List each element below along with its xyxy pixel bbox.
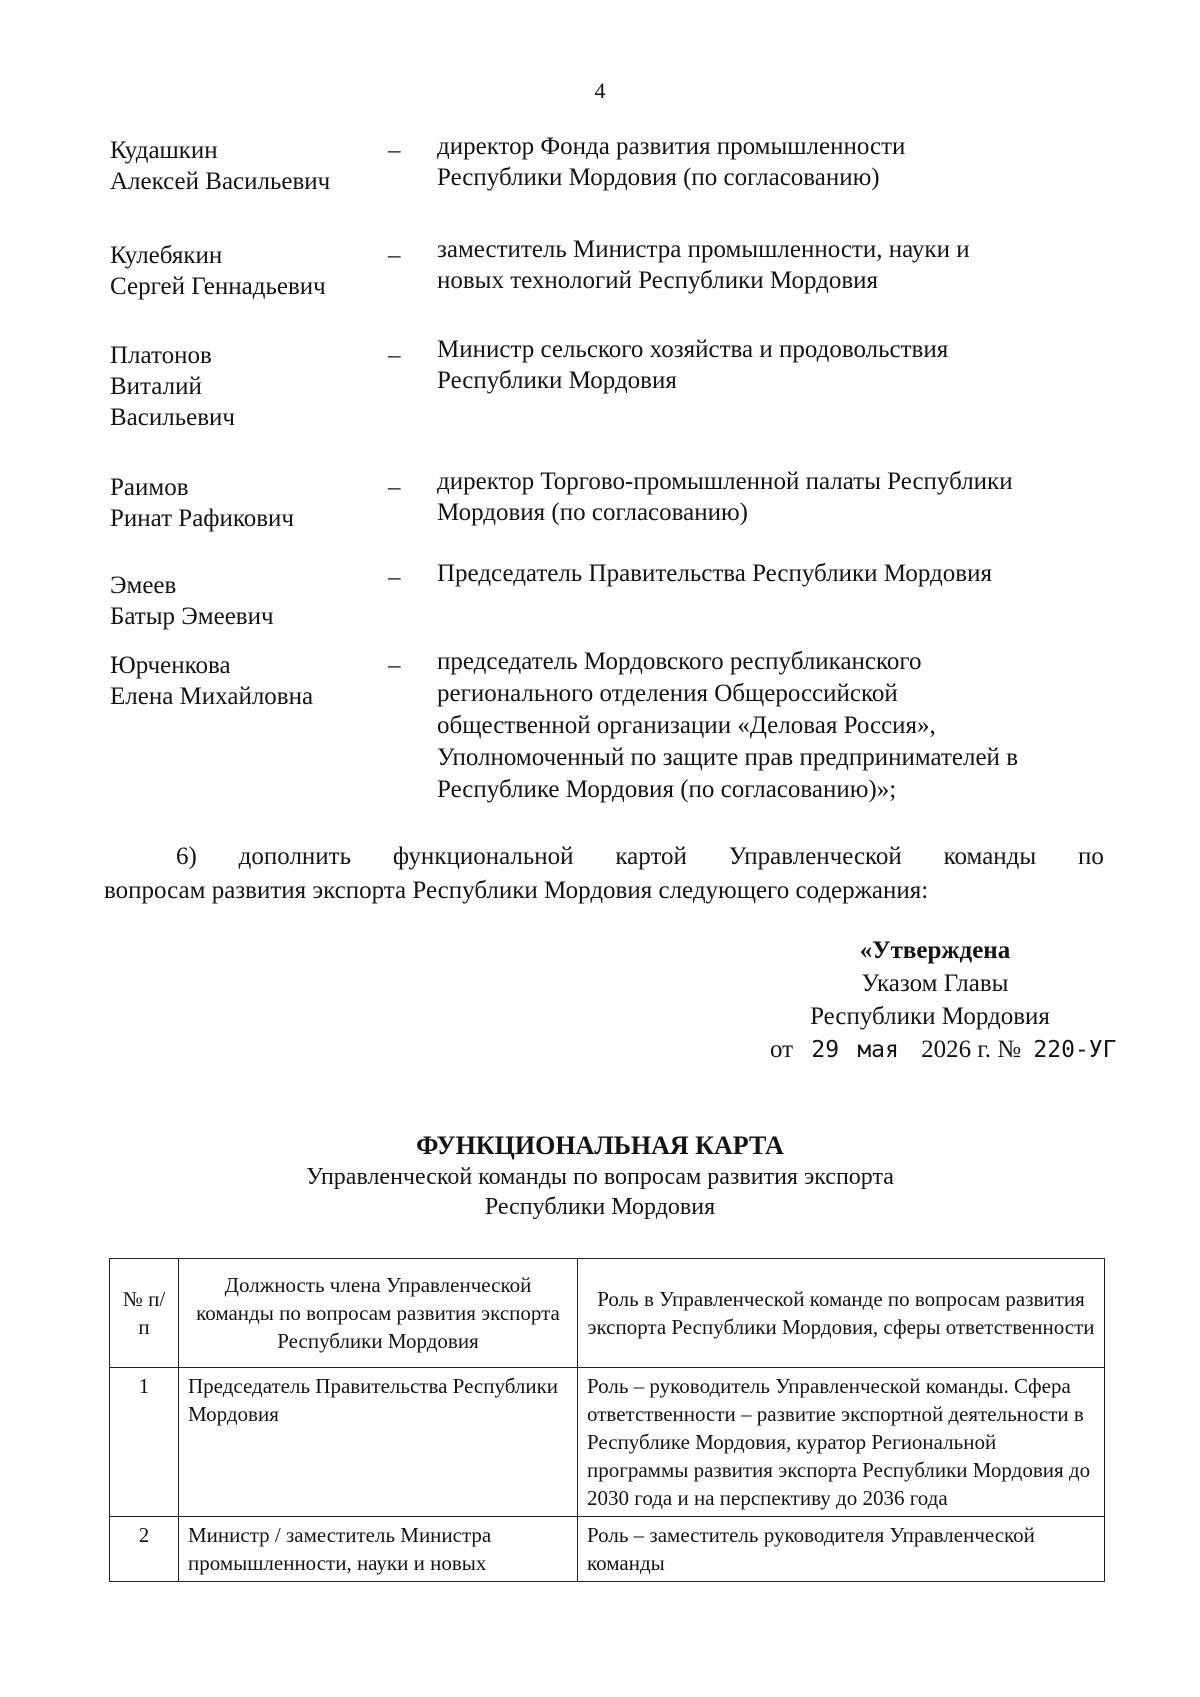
header-role: Роль в Управленческой команде по вопросам развития экспорта Республики Мордовия, сферы ответственности (578, 1259, 1105, 1368)
page-number: 4 (594, 78, 606, 103)
paragraph-word: 6) (176, 843, 197, 870)
member-name (110, 240, 380, 302)
member-given-name: Алексей Васильевич (110, 168, 331, 195)
member-given-name: Сергей Геннадьевич (110, 273, 326, 300)
approval-stamp (700, 934, 1160, 1067)
member-role (437, 131, 1117, 193)
member-name (110, 340, 380, 433)
dash: – (388, 474, 401, 501)
functional-map-table (109, 1258, 1105, 1582)
cell-role: Роль – заместитель руководителя Управленческой команды (578, 1517, 1105, 1582)
paragraph-line (104, 840, 1104, 874)
paragraph-word: по (1078, 843, 1104, 870)
map-title-block (0, 1130, 1200, 1222)
role-line: Председатель Правительства Республики Мордовия (437, 560, 992, 587)
role-line: регионального отделения Общероссийской (437, 680, 898, 707)
table-row (110, 1517, 1105, 1582)
role-line: председатель Мордовского республиканского (437, 648, 922, 675)
paragraph-line: вопросам развития экспорта Республики Мордовия следующего содержания: (104, 877, 929, 904)
role-line: директор Торгово-промышленной палаты Республики (437, 468, 1013, 495)
date-month: мая (857, 1037, 899, 1063)
role-line: Республике Мордовия (по согласованию)»; (437, 776, 897, 803)
approval-line: Республики Мордовия (810, 1003, 1050, 1030)
member-name (110, 570, 380, 632)
table-header-row (110, 1259, 1105, 1368)
date-prefix: от (770, 1036, 794, 1063)
cell-num: 2 (110, 1517, 179, 1582)
paragraph-word: Управленческой (728, 843, 902, 870)
member-surname: Юрченкова (110, 652, 231, 679)
member-name (110, 650, 380, 712)
member-role (437, 334, 1117, 396)
member-name (110, 135, 380, 197)
map-title: ФУНКЦИОНАЛЬНАЯ КАРТА (416, 1131, 784, 1160)
member-surname: Кулебякин (110, 242, 223, 269)
date-day: 29 (811, 1037, 840, 1063)
dash: – (388, 564, 401, 591)
member-given-name: Батыр Эмеевич (110, 603, 274, 630)
map-subtitle: Республики Мордовия (484, 1194, 716, 1220)
cell-num: 1 (110, 1368, 179, 1517)
role-line: Республики Мордовия (по согласованию) (437, 164, 880, 191)
member-role (437, 234, 1117, 296)
cell-position: Министр / заместитель Министра промышленности, науки и новых (179, 1517, 578, 1582)
paragraph-word: дополнить (238, 843, 352, 870)
decree-date-line (700, 1033, 1160, 1067)
cell-role: Роль – руководитель Управленческой команды. Сфера ответственности – развитие экспортной деятельности в Республике Мордовия, куратор Региональной программы развития экспорта Республики Мордовия до 2030 года и на перспективу до 2036 года (578, 1368, 1105, 1517)
role-line: Мордовия (по согласованию) (437, 499, 748, 526)
member-role (437, 646, 1117, 806)
member-name (110, 472, 380, 534)
member-given-name: Ринат Рафикович (110, 505, 294, 532)
member-given-name: Виталий (110, 373, 202, 400)
member-surname: Эмеев (110, 572, 177, 599)
header-num: № п/п (110, 1259, 179, 1368)
role-line: общественной организации «Деловая Россия», (437, 712, 936, 739)
member-surname: Платонов (110, 342, 212, 369)
map-subtitle: Управленческой команды по вопросам развития экспорта (306, 1164, 894, 1190)
role-line: заместитель Министра промышленности, науки и (437, 236, 970, 263)
member-surname: Кудашкин (110, 137, 218, 164)
header-position: Должность члена Управленческой команды по вопросам развития экспорта Республики Мордовия (179, 1259, 578, 1368)
decree-number: 220-УГ (1033, 1037, 1117, 1063)
amendment-paragraph (104, 840, 1104, 908)
member-role (437, 558, 1117, 589)
dash: – (388, 342, 401, 369)
table-row (110, 1368, 1105, 1517)
role-line: Министр сельского хозяйства и продовольствия (437, 336, 949, 363)
dash: – (388, 137, 401, 164)
approval-title: «Утверждена (859, 937, 1011, 964)
member-role (437, 466, 1117, 528)
paragraph-word: команды (943, 843, 1037, 870)
paragraph-word: функциональной (392, 843, 574, 870)
role-line: Уполномоченный по защите прав предпринимателей в (437, 744, 1018, 771)
dash: – (388, 242, 401, 269)
role-line: Республики Мордовия (437, 367, 677, 394)
member-surname: Раимов (110, 474, 189, 501)
dash: – (388, 652, 401, 679)
member-given-name: Елена Михайловна (110, 683, 314, 710)
date-year: 2026 г. № (921, 1036, 1022, 1063)
role-line: новых технологий Республики Мордовия (437, 267, 879, 294)
approval-line: Указом Главы (861, 970, 1009, 997)
member-patronymic: Васильевич (110, 404, 235, 431)
paragraph-word: картой (615, 843, 687, 870)
role-line: директор Фонда развития промышленности (437, 133, 906, 160)
cell-position: Председатель Правительства Республики Мордовия (179, 1368, 578, 1517)
